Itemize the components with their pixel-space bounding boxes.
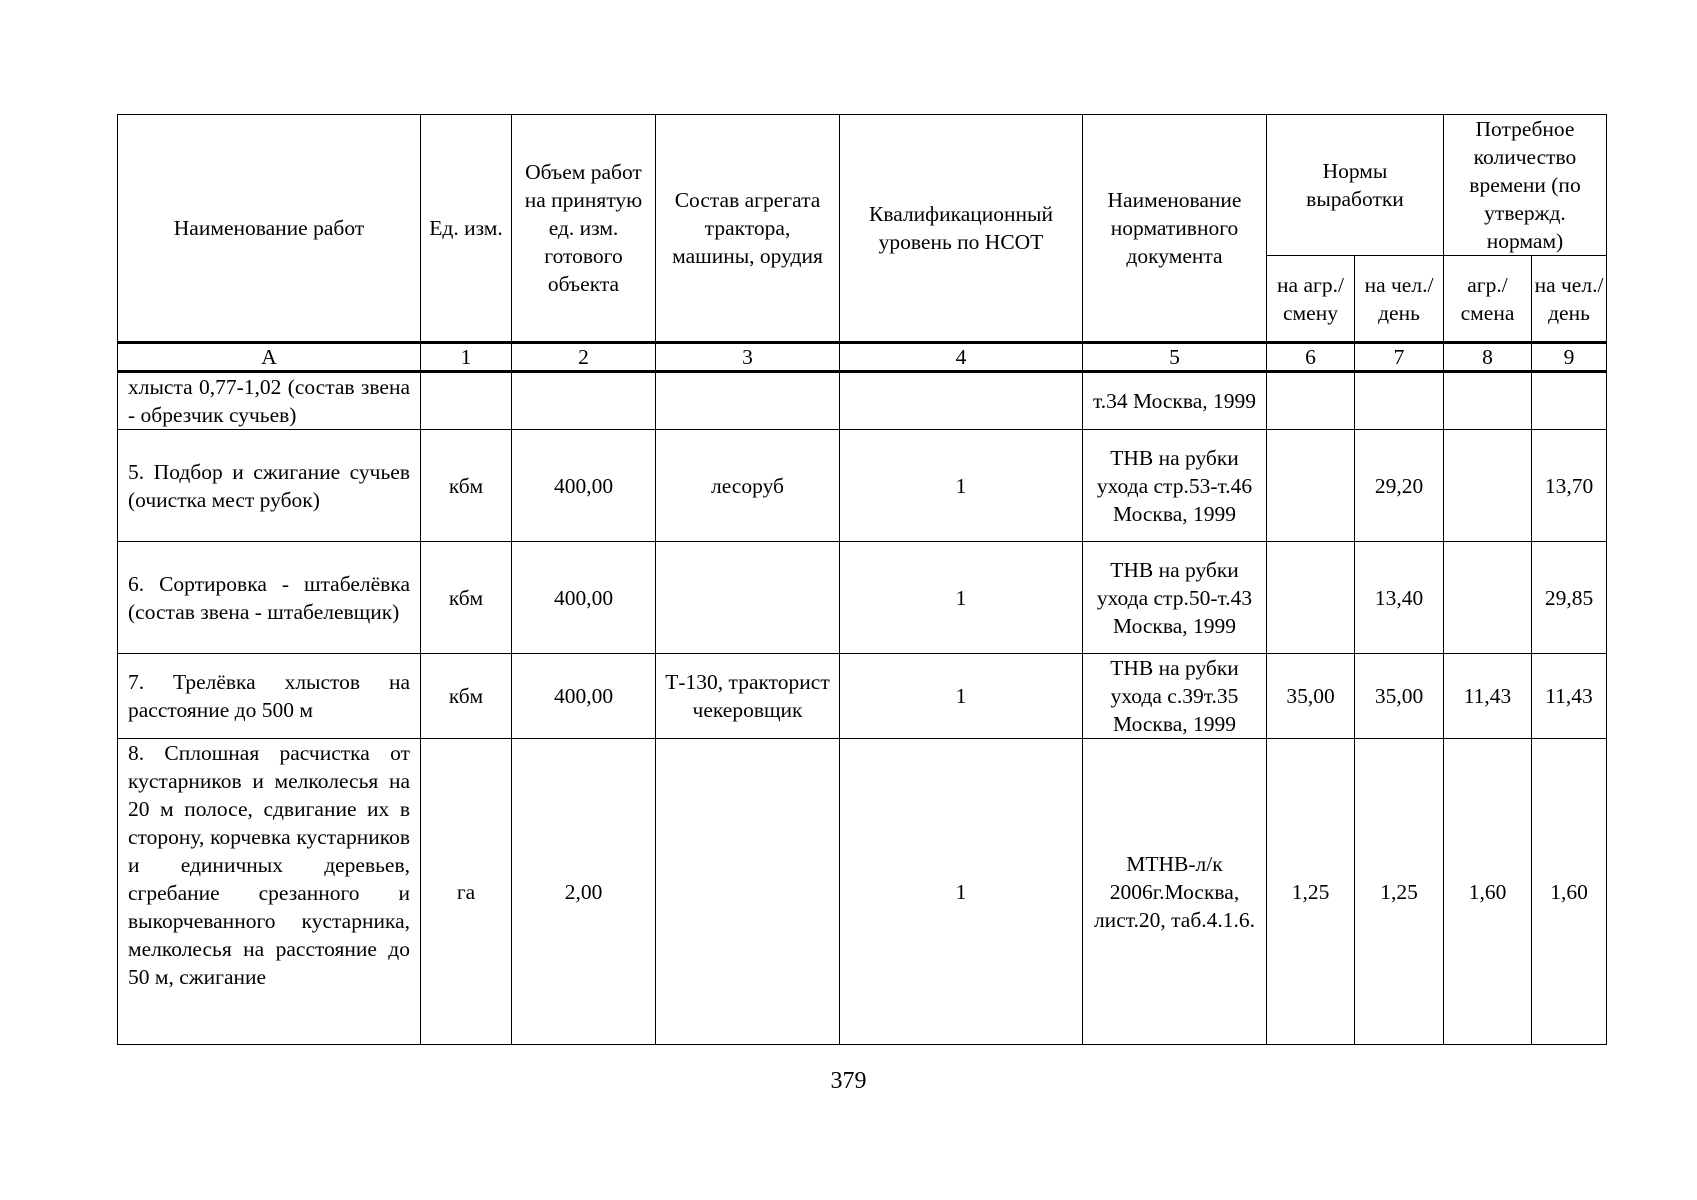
composition-cell: Т-130, тракторист чекеровщик xyxy=(656,654,840,739)
document-cell: ТНВ на рубки ухода стр.50-т.43 Москва, 1999 xyxy=(1083,542,1267,654)
table-row xyxy=(118,372,1607,430)
norm-agr-cell: 1,25 xyxy=(1267,739,1355,1045)
column-index: 8 xyxy=(1444,343,1532,372)
header-unit: Ед. изм. xyxy=(421,115,512,343)
document-cell: МТНВ-л/к 2006г.Москва, лист.20, таб.4.1.6. xyxy=(1083,739,1267,1045)
norms-table xyxy=(117,114,1607,1045)
work-name: 8. Сплошная расчистка от кустарников и мелколесья на 20 м полосе, сдвигание их в сторону, корчевка кустарников и единичных деревьев, сгребание срезанного и выкорчеванного кустарника, мелколесья на расстояние до 50 м, сжигание xyxy=(118,739,421,1045)
document-cell: т.34 Москва, 1999 xyxy=(1083,372,1267,430)
header-norms: Нормы выработки xyxy=(1267,115,1444,256)
header-time-chel: на чел./ день xyxy=(1532,256,1607,343)
column-index: 3 xyxy=(656,343,840,372)
norm-chel-cell xyxy=(1355,372,1444,430)
norm-agr-cell xyxy=(1267,542,1355,654)
document-cell: ТНВ на рубки ухода с.39т.35 Москва, 1999 xyxy=(1083,654,1267,739)
composition-cell xyxy=(656,739,840,1045)
column-index: 9 xyxy=(1532,343,1607,372)
time-chel-cell: 29,85 xyxy=(1532,542,1607,654)
column-index: 4 xyxy=(840,343,1083,372)
time-agr-cell: 11,43 xyxy=(1444,654,1532,739)
unit-cell xyxy=(421,372,512,430)
qualification-cell: 1 xyxy=(840,542,1083,654)
time-chel-cell: 13,70 xyxy=(1532,430,1607,542)
volume-cell: 400,00 xyxy=(512,430,656,542)
time-agr-cell xyxy=(1444,430,1532,542)
header-qualification: Квалификационный уровень по НСОТ xyxy=(840,115,1083,343)
page-number: 379 xyxy=(830,1068,867,1094)
qualification-cell: 1 xyxy=(840,739,1083,1045)
norm-chel-cell: 35,00 xyxy=(1355,654,1444,739)
unit-cell: кбм xyxy=(421,654,512,739)
norm-chel-cell: 13,40 xyxy=(1355,542,1444,654)
time-chel-cell: 11,43 xyxy=(1532,654,1607,739)
column-index: 5 xyxy=(1083,343,1267,372)
qualification-cell: 1 xyxy=(840,654,1083,739)
volume-cell xyxy=(512,372,656,430)
table-row xyxy=(118,542,1607,654)
unit-cell: кбм xyxy=(421,430,512,542)
time-agr-cell xyxy=(1444,542,1532,654)
table-header xyxy=(118,115,1607,372)
header-volume: Объем работ на принятую ед. изм. готового объекта xyxy=(512,115,656,343)
volume-cell: 400,00 xyxy=(512,542,656,654)
header-norms-chel: на чел./ день xyxy=(1355,256,1444,343)
work-name: 6. Сортировка - штабелёвка (состав звена - штабелевщик) xyxy=(118,542,421,654)
unit-cell: кбм xyxy=(421,542,512,654)
qualification-cell: 1 xyxy=(840,430,1083,542)
volume-cell: 2,00 xyxy=(512,739,656,1045)
document-cell: ТНВ на рубки ухода стр.53-т.46 Москва, 1999 xyxy=(1083,430,1267,542)
table-row xyxy=(118,430,1607,542)
time-chel-cell: 1,60 xyxy=(1532,739,1607,1045)
header-composition: Состав агрегата трактора, машины, орудия xyxy=(656,115,840,343)
composition-cell: лесоруб xyxy=(656,430,840,542)
qualification-cell xyxy=(840,372,1083,430)
norm-agr-cell xyxy=(1267,372,1355,430)
column-index: 7 xyxy=(1355,343,1444,372)
header-time: Потребное количество времени (по утвержд. нормам) xyxy=(1444,115,1607,256)
header-norms-agr: на агр./ смену xyxy=(1267,256,1355,343)
norm-agr-cell: 35,00 xyxy=(1267,654,1355,739)
time-agr-cell xyxy=(1444,372,1532,430)
table-row xyxy=(118,654,1607,739)
header-time-agr: агр./ смена xyxy=(1444,256,1532,343)
column-index-row xyxy=(118,343,1607,372)
norm-chel-cell: 29,20 xyxy=(1355,430,1444,542)
composition-cell xyxy=(656,372,840,430)
header-document: Наименование нормативного документа xyxy=(1083,115,1267,343)
time-chel-cell xyxy=(1532,372,1607,430)
work-name: 5. Подбор и сжигание сучьев (очистка мест рубок) xyxy=(118,430,421,542)
column-index: 1 xyxy=(421,343,512,372)
volume-cell: 400,00 xyxy=(512,654,656,739)
work-name: хлыста 0,77-1,02 (состав звена - обрезчик сучьев) xyxy=(118,372,421,430)
column-index: А xyxy=(118,343,421,372)
column-index: 6 xyxy=(1267,343,1355,372)
time-agr-cell: 1,60 xyxy=(1444,739,1532,1045)
table-row xyxy=(118,739,1607,1045)
header-name: Наименование работ xyxy=(118,115,421,343)
composition-cell xyxy=(656,542,840,654)
unit-cell: га xyxy=(421,739,512,1045)
norm-chel-cell: 1,25 xyxy=(1355,739,1444,1045)
norm-agr-cell xyxy=(1267,430,1355,542)
work-name: 7. Трелёвка хлыстов на расстояние до 500 м xyxy=(118,654,421,739)
column-index: 2 xyxy=(512,343,656,372)
